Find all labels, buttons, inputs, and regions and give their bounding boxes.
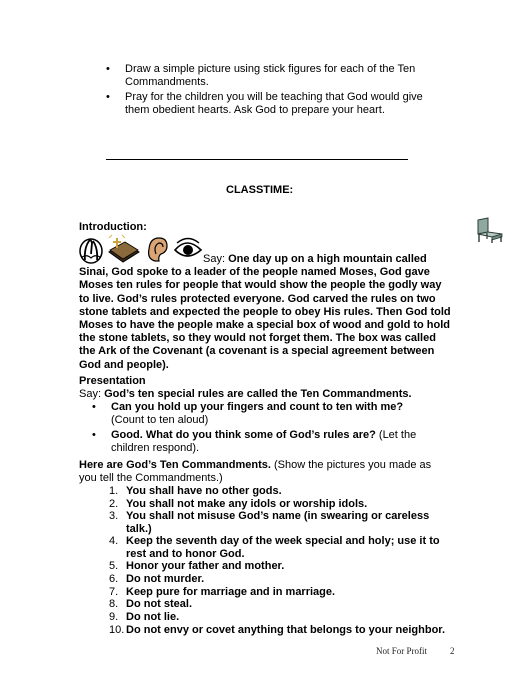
divider [106, 159, 408, 160]
list-item: 6. Do not murder. [109, 572, 205, 585]
introduction-text: Say: One day up on a high mountain called Sinai, God spoke to a leader of the people named Moses, God gave Moses ten rules for people that would show the people the godly way to live. God’s rules protected everyone. God carved the rules on two stone tablets and expected the people to obey His rules. Then God told Moses to have the people make a special box of wood and gold to hold the stone tablets, so they would not forget them. The box was called the Ark of the Covenant (a covenant is a special agreement between God and people). [79, 253, 451, 371]
introduction-title: Introduction: [79, 221, 147, 233]
list-item: 4. Keep the seventh day of the week special and holy; use it to rest and to honor God. [109, 535, 440, 560]
list-item: 3. You shall not misuse God’s name (in swearing or careless talk.) [109, 510, 430, 535]
list-item: 8. Do not steal. [109, 598, 193, 611]
presentation-title: Presentation [79, 375, 146, 387]
footer-text: Not For Profit [376, 646, 428, 656]
page-number: 2 [450, 646, 455, 656]
list-item: 2. You shall not make any idols or worship idols. [109, 497, 368, 510]
commandments-list [109, 485, 449, 636]
section-heading: CLASSTIME: [226, 184, 294, 196]
presentation-questions [92, 401, 432, 457]
chair-icon [474, 216, 506, 244]
list-item: 5. Honor your father and mother. [109, 560, 285, 573]
list-item: 9. Do not lie. [109, 611, 180, 624]
presentation-say: Say: God’s ten special rules are called the Ten Commandments. [79, 388, 412, 400]
list-item: • Draw a simple picture using stick figures for each of the Ten Commandments. [106, 63, 416, 88]
commandments-intro: Here are God’s Ten Commandments. (Show the pictures you made as you tell the Commandments.) [79, 459, 432, 484]
list-item: • Can you hold up your fingers and count to ten with me? (Count to ten aloud) [92, 401, 404, 426]
list-item: • Good. What do you think some of God’s rules are? (Let the children respond). [92, 429, 417, 454]
list-item: 1. You shall have no other gods. [109, 485, 282, 497]
preparation-list [106, 63, 436, 119]
list-item: 7. Keep pure for marriage and in marriage. [109, 585, 336, 598]
list-item: • Pray for the children you will be teaching that God would give them obedient hearts. Ask God to prepare your heart. [106, 91, 423, 116]
list-item: 10. Do not envy or covet anything that belongs to your neighbor. [109, 623, 446, 636]
